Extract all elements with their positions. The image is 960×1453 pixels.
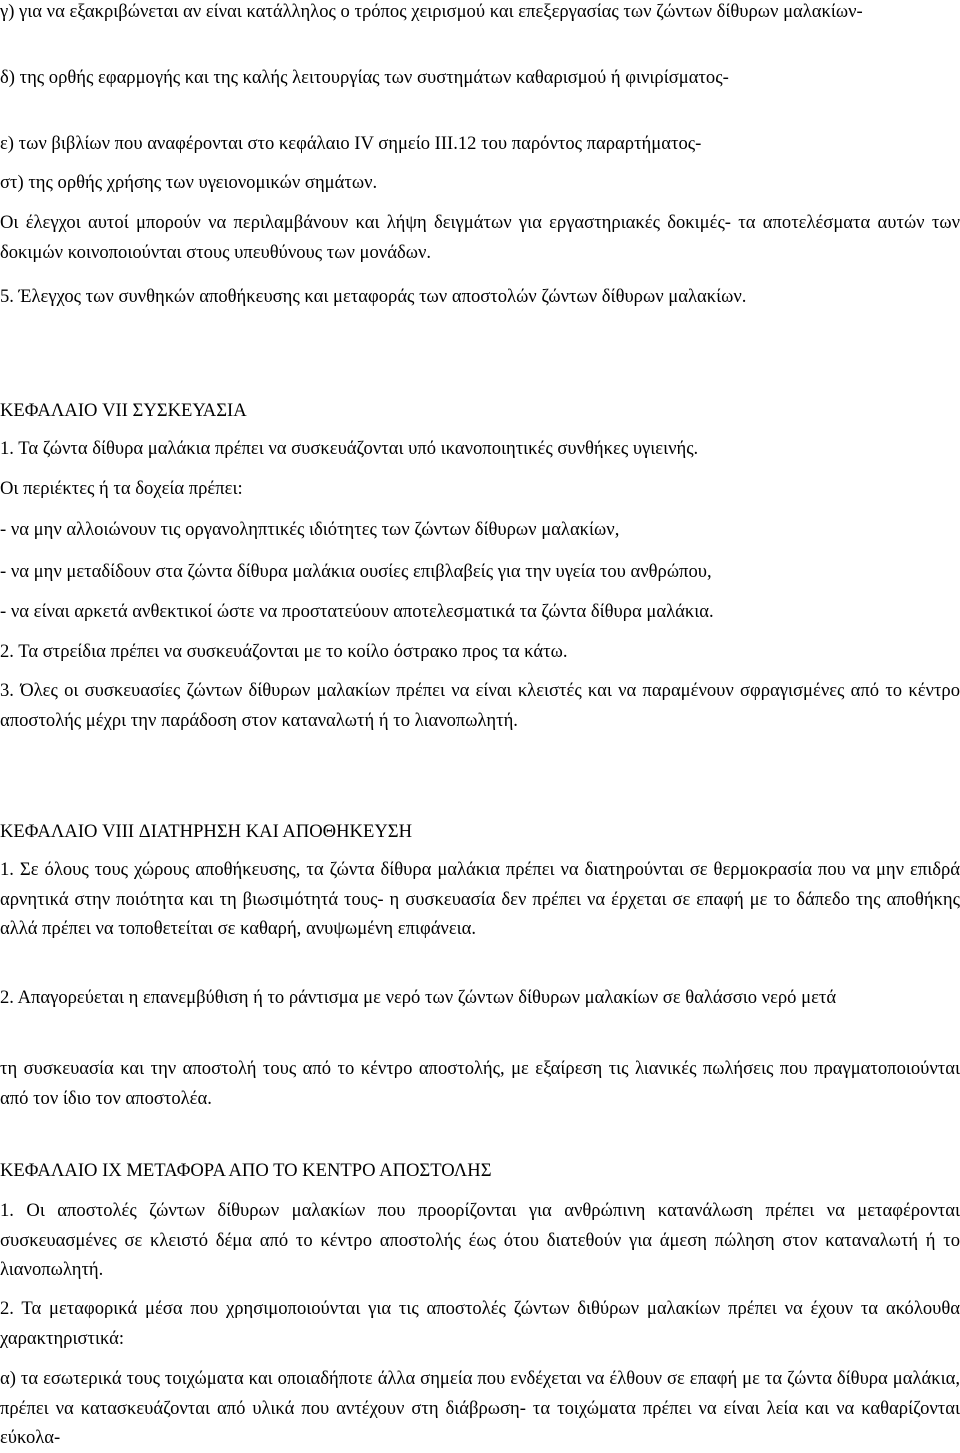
chapter-ix-heading: ΚΕΦΑΛΑΙΟ IX ΜΕΤΑΦΟΡΑ ΑΠΟ ΤΟ ΚΕΝΤΡΟ ΑΠΟΣΤΟΛΗΣ — [0, 1160, 492, 1181]
paragraph-containers: Οι περιέκτες ή τα δοχεία πρέπει: — [0, 478, 243, 499]
paragraph-viii-1: 1. Σε όλους τους χώρους αποθήκευσης, τα ζώντα δίθυρα μαλάκια πρέπει να διατηρούνται σε θερμοκρασία που να μην επιδρά αρνητικά στην ποιότητα και τη βιωσιμότητά τους- η συσκευασία δεν πρέπει να έρχεται σε επαφή με το δάπεδο της αποθήκης αλλά πρέπει να τοποθετείται σε καθαρή, ανυψωμένη επιφάνεια. — [0, 859, 960, 940]
chapter-vii-heading: ΚΕΦΑΛΑΙΟ VII ΣΥΣΚΕΥΑΣΙΑ — [0, 400, 247, 421]
paragraph-viii-2-continued: τη συσκευασία και την αποστολή τους από το κέντρο αποστολής, με εξαίρεση τις λιανικές πωλήσεις που πραγματοποιούνται από τον ίδιο τον αποστολέα. — [0, 1058, 960, 1109]
paragraph-ix-2: 2. Τα μεταφορικά μέσα που χρησιμοποιούνται για τις αποστολές ζώντων διθύρων μαλακίων πρέπει να έχουν τα ακόλουθα χαρακτηριστικά: — [0, 1298, 960, 1349]
list-item-st: στ) της ορθής χρήσης των υγειονομικών σημάτων. — [0, 172, 378, 193]
chapter-viii-heading: ΚΕΦΑΛΑΙΟ VIII ΔΙΑΤΗΡΗΣΗ ΚΑΙ ΑΠΟΘΗΚΕΥΣΗ — [0, 821, 413, 842]
list-item-e: ε) των βιβλίων που αναφέρονται στο κεφάλαιο IV σημείο III.12 του παρόντος παραρτήματος- — [0, 133, 702, 154]
list-item-g: γ) για να εξακριβώνεται αν είναι κατάλληλος ο τρόπος χειρισμού και επεξεργασίας των ζώντων δίθυρων μαλακίων- — [0, 1, 863, 22]
bullet-harmful-substances: - να μην μεταδίδουν στα ζώντα δίθυρα μαλάκια ουσίες επιβλαβείς για την υγεία του ανθρώπου, — [0, 561, 712, 582]
bullet-organoleptic: - να μην αλλοιώνουν τις οργανοληπτικές ιδιότητες των ζώντων δίθυρων μαλακίων, — [0, 519, 620, 540]
paragraph-viii-2: 2. Απαγορεύεται η επανεμβύθιση ή το ράντισμα με νερό των ζώντων δίθυρων μαλακίων σε θαλάσσιο νερό μετά — [0, 987, 837, 1008]
paragraph-ix-1: 1. Οι αποστολές ζώντων δίθυρων μαλακίων που προορίζονται για ανθρώπινη κατανάλωση πρέπει να μεταφέρονται συσκευασμένες σε κλειστό δέμα από το κέντρο αποστολής έως ότου διατεθούν για άμεση πώληση στον καταναλωτή ή το λιανοπωλητή. — [0, 1200, 960, 1281]
paragraph-ix-2a: α) τα εσωτερικά τους τοιχώματα και οποιαδήποτε άλλα σημεία που ενδέχεται να έλθουν σε επαφή με τα ζώντα δίθυρα μαλάκια, πρέπει να κατασκευάζονται από υλικά που αντέχουν στη διάβρωση- τα τοιχώματα πρέπει να είναι λεία και να καθαρίζονται εύκολα- — [0, 1368, 960, 1449]
paragraph-controls: Οι έλεγχοι αυτοί μπορούν να περιλαμβάνουν και λήψη δειγμάτων για εργαστηριακές δοκιμές- τα αποτελέσματα αυτών των δοκιμών κοινοποιούνται στους υπευθύνους των μονάδων. — [0, 212, 960, 263]
bullet-resistant: - να είναι αρκετά ανθεκτικοί ώστε να προστατεύουν αποτελεσματικά τα ζώντα δίθυρα μαλάκια. — [0, 601, 714, 622]
paragraph-item-5: 5. Έλεγχος των συνθηκών αποθήκευσης και μεταφοράς των αποστολών ζώντων δίθυρων μαλακίων. — [0, 286, 747, 307]
paragraph-vii-3: 3. Όλες οι συσκευασίες ζώντων δίθυρων μαλακίων πρέπει να είναι κλειστές και να παραμένουν σφραγισμένες από το κέντρο αποστολής μέχρι την παράδοση στον καταναλωτή ή το λιανοπωλητή. — [0, 680, 960, 731]
paragraph-vii-2: 2. Τα στρείδια πρέπει να συσκευάζονται με το κοίλο όστρακο προς τα κάτω. — [0, 641, 568, 662]
list-item-d: δ) της ορθής εφαρμογής και της καλής λειτουργίας των συστημάτων καθαρισμού ή φινιρίσματος- — [0, 67, 729, 88]
paragraph-vii-1: 1. Τα ζώντα δίθυρα μαλάκια πρέπει να συσκευάζονται υπό ικανοποιητικές συνθήκες υγιεινής. — [0, 438, 699, 459]
